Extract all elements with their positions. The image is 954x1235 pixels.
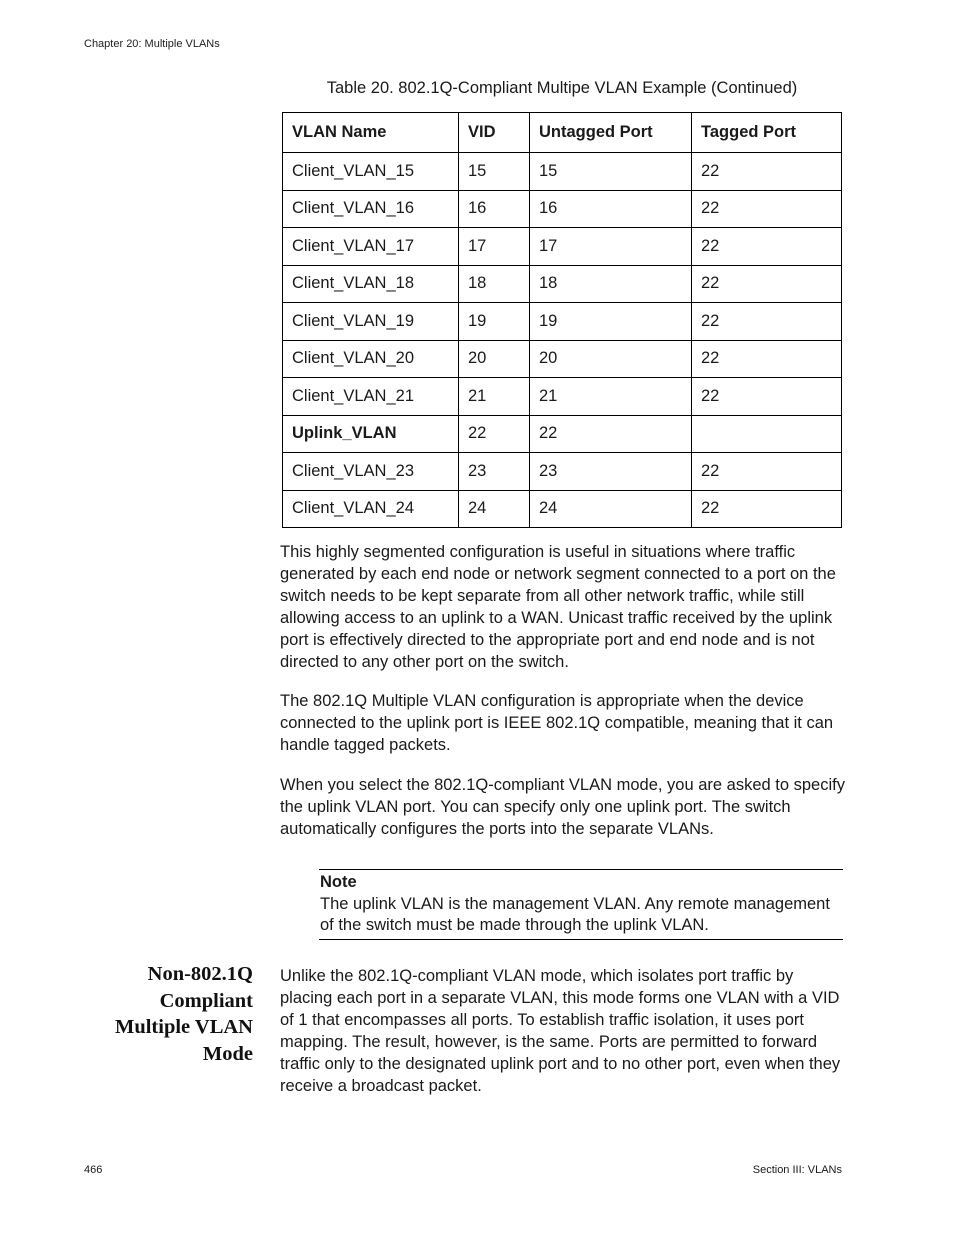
table-row (283, 228, 842, 266)
table-row (283, 415, 842, 453)
untagged-port-cell: 17 (530, 228, 692, 266)
vid-cell: 18 (459, 265, 530, 303)
section-heading-line: Mode (202, 1042, 253, 1065)
paragraph-8021q-appropriate: The 802.1Q Multiple VLAN configuration is appropriate when the device connected to the uplink port is IEEE 802.1Q compatible, meaning that it can handle tagged packets. (280, 692, 834, 754)
note-box (319, 869, 843, 940)
vid-cell: 19 (459, 303, 530, 341)
untagged-port-cell: 19 (530, 303, 692, 341)
table-row (283, 153, 842, 191)
paragraph-non-8021q-mode: Unlike the 802.1Q-compliant VLAN mode, which isolates port traffic by placing each port in a separate VLAN, this mode forms one VLAN with a VID of 1 that encompasses all ports. To establish traffic isolation, it uses port mapping. The result, however, is the same. Ports are permitted to forward traffic only to the designated uplink port and to no other port, even when they receive a broadcast packet. (280, 967, 841, 1095)
table-row (283, 378, 842, 416)
tagged-port-cell: 22 (692, 490, 842, 528)
vlan-name-cell: Uplink_VLAN (283, 415, 459, 453)
vid-cell: 22 (459, 415, 530, 453)
section-heading-line: Multiple VLAN (114, 1016, 253, 1038)
untagged-port-cell: 24 (530, 490, 692, 528)
note-text: The uplink VLAN is the management VLAN. Any remote management of the switch must be made through the uplink VLAN. (320, 894, 830, 934)
tagged-port-cell: 22 (692, 303, 842, 341)
tagged-port-cell: 22 (692, 265, 842, 303)
column-header-vlan-name: VLAN Name (283, 113, 459, 153)
running-header: Chapter 20: Multiple VLANs (84, 38, 220, 50)
vid-cell: 15 (459, 153, 530, 191)
section-heading-line: Compliant (159, 989, 253, 1012)
table-header-row (283, 113, 842, 153)
section-heading (80, 961, 253, 1067)
untagged-port-cell: 15 (530, 153, 692, 191)
table-body (283, 153, 842, 528)
untagged-port-cell: 23 (530, 453, 692, 491)
vlan-name-cell: Client_VLAN_18 (283, 265, 459, 303)
note-title: Note (320, 873, 357, 891)
footer-section: Section III: VLANs (752, 1164, 842, 1176)
untagged-port-cell: 16 (530, 190, 692, 228)
column-header-vid: VID (459, 113, 530, 153)
tagged-port-cell: 22 (692, 453, 842, 491)
tagged-port-cell: 22 (692, 190, 842, 228)
paragraph-uplink-selection: When you select the 802.1Q-compliant VLAN mode, you are asked to specify the uplink VLAN port. You can specify only one uplink port. The switch automatically configures the ports into the separate VLANs. (280, 776, 845, 838)
page-number: 466 (84, 1164, 103, 1176)
table-row (283, 265, 842, 303)
column-header-tagged-port: Tagged Port (692, 113, 842, 153)
tagged-port-cell (692, 415, 842, 453)
tagged-port-cell: 22 (692, 340, 842, 378)
vlan-name-cell: Client_VLAN_23 (283, 453, 459, 491)
vlan-name-cell: Client_VLAN_21 (283, 378, 459, 416)
section-heading-line: Non-802.1Q (147, 963, 253, 985)
table-row (283, 190, 842, 228)
table-row (283, 490, 842, 528)
vlan-name-cell: Client_VLAN_17 (283, 228, 459, 266)
column-header-untagged-port: Untagged Port (530, 113, 692, 153)
untagged-port-cell: 21 (530, 378, 692, 416)
table-caption: Table 20. 802.1Q-Compliant Multipe VLAN Example (Continued) (326, 79, 798, 97)
vlan-name-cell: Client_VLAN_20 (283, 340, 459, 378)
vlan-name-cell: Client_VLAN_19 (283, 303, 459, 341)
tagged-port-cell: 22 (692, 378, 842, 416)
vid-cell: 20 (459, 340, 530, 378)
vid-cell: 21 (459, 378, 530, 416)
vlan-name-cell: Client_VLAN_16 (283, 190, 459, 228)
vid-cell: 23 (459, 453, 530, 491)
untagged-port-cell: 22 (530, 415, 692, 453)
vlan-name-cell: Client_VLAN_15 (283, 153, 459, 191)
table-row (283, 453, 842, 491)
vlan-table (282, 112, 842, 528)
tagged-port-cell: 22 (692, 153, 842, 191)
vid-cell: 17 (459, 228, 530, 266)
vid-cell: 16 (459, 190, 530, 228)
vlan-name-cell: Client_VLAN_24 (283, 490, 459, 528)
table-row (283, 340, 842, 378)
vid-cell: 24 (459, 490, 530, 528)
table-row (283, 303, 842, 341)
untagged-port-cell: 20 (530, 340, 692, 378)
tagged-port-cell: 22 (692, 228, 842, 266)
untagged-port-cell: 18 (530, 265, 692, 303)
paragraph-segmented-config: This highly segmented configuration is useful in situations where traffic generated by each end node or network segment connected to a port on the switch needs to be kept separate from all other network traffic, while still allowing access to an uplink to a WAN. Unicast traffic received by the uplink port is effectively directed to the appropriate port and end node and is not directed to any other port on the switch. (280, 543, 836, 671)
